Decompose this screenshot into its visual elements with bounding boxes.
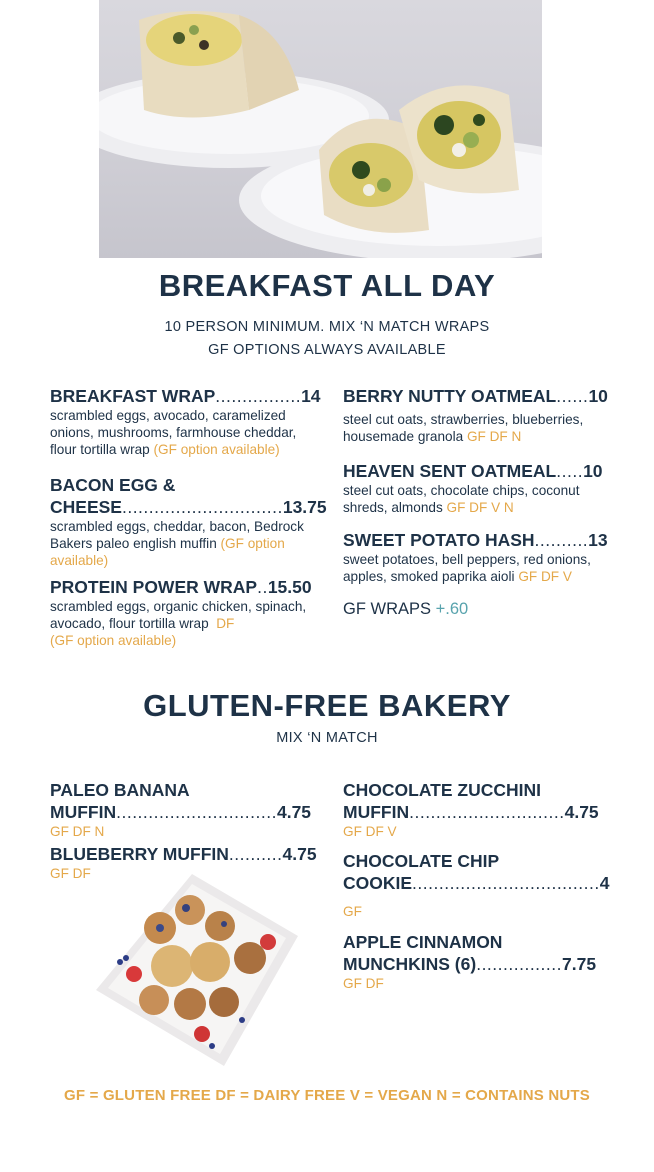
item-name: HEAVEN SENT OATMEAL <box>343 461 557 481</box>
item-tag: GF DF V <box>518 569 572 584</box>
item-tag: GF DF N <box>50 824 105 839</box>
menu-item-heaven-sent-oatmeal <box>343 460 623 516</box>
item-price: 7.75 <box>562 954 597 974</box>
item-price: 10 <box>583 461 603 481</box>
gf-wraps-upcharge <box>343 600 468 619</box>
item-description: scrambled eggs, organic chicken, spinach, avocado, flour tortilla wrap <box>50 599 307 631</box>
menu-item-bacon-egg-cheese <box>50 474 327 569</box>
item-tag: GF DF <box>343 976 384 991</box>
bakery-subtitle: MIX ‘N MATCH <box>276 730 378 746</box>
dot-leader: .......... <box>534 530 589 550</box>
menu-item-apple-cinnamon-munchkins <box>343 931 623 992</box>
item-name-line1: CHOCOLATE CHIP <box>343 851 500 871</box>
item-price: 10 <box>588 386 608 406</box>
menu-item-protein-power-wrap <box>50 576 324 649</box>
dot-leader: ...... <box>556 386 589 406</box>
item-price: 14 <box>301 386 321 406</box>
dot-leader: ................ <box>476 954 562 974</box>
item-name-line1: PALEO BANANA <box>50 780 190 800</box>
item-tag: GF DF N <box>466 429 522 444</box>
breakfast-wrap-photo <box>99 0 542 258</box>
item-price: 4 <box>599 873 610 893</box>
dot-leader: ................................... <box>412 873 600 893</box>
gf-wraps-label: GF WRAPS <box>343 600 432 618</box>
item-price: 4.75 <box>564 802 599 822</box>
dot-leader: ..... <box>556 461 584 481</box>
item-description: steel cut oats, strawberries, blueberries, housemade granola <box>343 412 584 444</box>
dot-leader: ................ <box>215 386 302 406</box>
item-tag: (GF option available) <box>153 442 280 457</box>
item-name: BLUEBERRY MUFFIN <box>50 844 229 864</box>
item-name: MUFFIN <box>343 802 410 822</box>
item-tag-2: (GF option available) <box>50 633 177 648</box>
menu-item-sweet-potato-hash <box>343 529 623 585</box>
item-name: MUNCHKINS (6) <box>343 954 477 974</box>
item-tag: GF DF V <box>343 824 397 839</box>
item-name: COOKIE <box>343 873 413 893</box>
item-price: 4.75 <box>282 844 317 864</box>
menu-item-breakfast-wrap <box>50 385 322 458</box>
bakery-platter-photo <box>92 870 302 1075</box>
item-name: CHEESE <box>50 497 122 517</box>
dot-leader: .............................. <box>116 802 277 822</box>
menu-item-berry-nutty-oatmeal <box>343 385 623 445</box>
dot-leader: .. <box>257 577 268 597</box>
menu-item-chocolate-zucchini-muffin <box>343 779 623 840</box>
bakery-title: GLUTEN-FREE BAKERY <box>143 688 511 723</box>
menu-item-chocolate-chip-cookie <box>343 850 623 920</box>
breakfast-subtitle-2: GF OPTIONS ALWAYS AVAILABLE <box>208 342 446 358</box>
item-name-line1: CHOCOLATE ZUCCHINI <box>343 780 541 800</box>
item-name: BREAKFAST WRAP <box>50 386 216 406</box>
breakfast-title: BREAKFAST ALL DAY <box>158 268 496 303</box>
gf-wraps-price: +.60 <box>435 600 469 618</box>
menu-item-paleo-banana-muffin <box>50 779 324 840</box>
item-tag: DF <box>216 616 235 631</box>
dietary-legend: GF = GLUTEN FREE DF = DAIRY FREE V = VEGAN N = CONTAINS NUTS <box>64 1087 590 1104</box>
dot-leader: ............................. <box>409 802 565 822</box>
item-name: BERRY NUTTY OATMEAL <box>343 386 557 406</box>
item-name: PROTEIN POWER WRAP <box>50 577 258 597</box>
item-price: 4.75 <box>276 802 312 822</box>
item-tag: GF <box>343 904 362 919</box>
item-name: SWEET POTATO HASH <box>343 530 535 550</box>
item-price: 13 <box>588 530 608 550</box>
dot-leader: .............................. <box>121 497 283 517</box>
item-name-line1: BACON EGG & <box>50 475 176 495</box>
item-description: scrambled eggs, cheddar, bacon, Bedrock Bakers paleo english muffin <box>50 519 304 551</box>
item-description: steel cut oats, chocolate chips, coconut shreds, almonds <box>343 483 580 515</box>
item-name-line1: APPLE CINNAMON <box>343 932 503 952</box>
dot-leader: .......... <box>228 844 283 864</box>
item-name: MUFFIN <box>50 802 117 822</box>
item-description: scrambled eggs, avocado, caramelized onions, mushrooms, farmhouse cheddar, flour tortilla wrap <box>50 408 297 457</box>
item-tag: GF DF <box>50 866 91 881</box>
item-tag: (GF option available) <box>50 536 285 568</box>
item-description: sweet potatoes, bell peppers, red onions, apples, smoked paprika aioli <box>343 552 591 584</box>
item-price: 15.50 <box>267 577 312 597</box>
item-price: 13.75 <box>282 497 327 517</box>
item-tag: GF DF V N <box>446 500 514 515</box>
breakfast-subtitle-1: 10 PERSON MINIMUM. MIX ‘N MATCH WRAPS <box>164 319 490 335</box>
